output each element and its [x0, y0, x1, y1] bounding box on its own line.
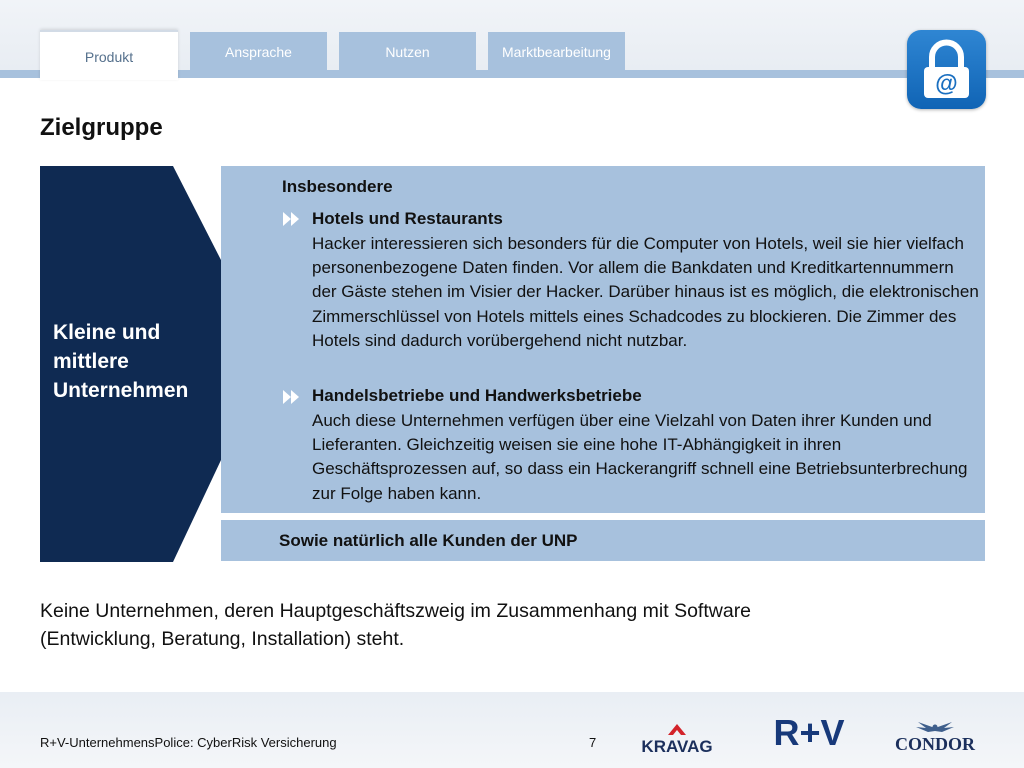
page-number: 7	[589, 735, 597, 750]
page-title: Zielgruppe	[40, 114, 163, 141]
item-text-hotels: Hacker interessieren sich besonders für die Computer von Hotels, weil sie hier vielfach personenbezogene Daten finden. Vor allem die Bankdaten und Kreditkartennummern der Gäste stehen im Visier der Hacker. Darüber hinaus ist es möglich, die elektronischen Zimmerschlüssel von Hotels mittels eines Schadcodes zu blockieren. Die Zimmer des Hotels sind dadurch vorübergehend nicht nutzbar.	[312, 234, 979, 350]
item-title-hotels: Hotels und Restaurants	[312, 209, 503, 228]
rv-logo	[766, 712, 852, 752]
svg-text:CONDOR: CONDOR	[895, 734, 975, 754]
unp-note: Sowie natürlich alle Kunden der UNP	[279, 531, 578, 550]
exclusion-text: Keine Unternehmen, deren Hauptgeschäftszweig im Zusammenhang mit Software (Entwicklung, Beratung, Installation) steht.	[40, 600, 752, 650]
chevron-label: Kleine und mittlere Unternehmen	[53, 321, 189, 402]
condor-logo	[876, 718, 994, 756]
svg-text:KRAVAG: KRAVAG	[641, 737, 713, 756]
footer-text: R+V-UnternehmensPolice: CyberRisk Versicherung	[40, 735, 337, 750]
lock-at-icon	[907, 30, 986, 109]
svg-text:@: @	[935, 70, 958, 96]
footer-band	[0, 692, 1024, 768]
item-title-handel: Handelsbetriebe und Handwerksbetriebe	[312, 386, 642, 405]
kravag-logo	[620, 722, 734, 756]
svg-text:R+V: R+V	[773, 712, 845, 752]
info-heading: Insbesondere	[282, 177, 393, 196]
item-text-handel: Auch diese Unternehmen verfügen über eine Vielzahl von Daten ihrer Kunden und Lieferanten. Gleichzeitig weisen sie eine hohe IT-Abhängigkeit in ihren Geschäftsprozessen auf, so dass ein Hackerangriff schnell eine Betriebsunterbrechung zur Folge haben kann.	[312, 411, 968, 503]
double-chevron-right-icon	[283, 212, 301, 226]
tab-nutzen[interactable]: Nutzen	[339, 32, 476, 72]
tab-marktbearbeitung[interactable]: Marktbearbeitung	[488, 32, 625, 72]
tab-produkt[interactable]: Produkt	[40, 30, 178, 80]
double-chevron-right-icon	[283, 390, 301, 404]
tab-ansprache[interactable]: Ansprache	[190, 32, 327, 72]
